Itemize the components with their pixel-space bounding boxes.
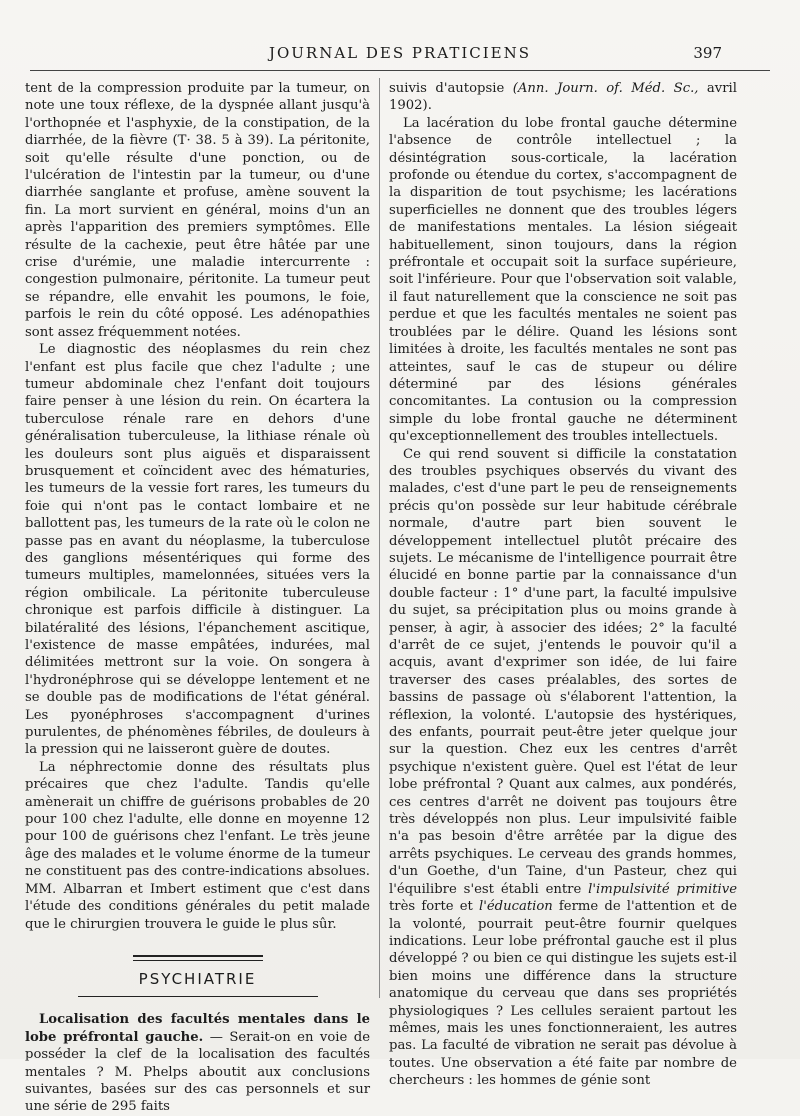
right-column <box>389 80 737 1090</box>
journal-title: JOURNAL DES PRATICIENS <box>268 44 532 62</box>
section-rule-top <box>133 955 263 961</box>
column-divider <box>379 78 380 998</box>
section-title: PSYCHIATRIE <box>138 969 257 988</box>
paragraph-continuation: tent de la compression produite par la tumeur, on note une toux réflexe, de la dyspnée allant jusqu'à l'orthopnée et l'asphyxie, de la constipation, de la diarrhée, de la fièvre (T· 38. 5 à 39). La péritonite, soit qu'elle résulte d'une ponction, ou de l'ulcération de l'intestin par la tumeur, ou d'une diarrhée sanglante et profuse, amène souvent la fin. La mort survient en général, moins d'un an après l'apparition des premiers symptômes. Elle résulte de la cachexie, peut être hâtée par une crise d'urémie, une maladie intercurrente : congestion pulmonaire, péritonite. La tumeur peut se répandre, elle envahit les poumons, le foie, parfois le rein du côté opposé. Les adénopathies sont assez fréquemment notées. <box>25 81 370 340</box>
page-number: 397 <box>693 44 722 62</box>
troubles-italic-1: l'impulsivité primitive <box>588 881 737 897</box>
left-column <box>25 80 370 1116</box>
troubles-text-1: Ce qui rend souvent si difficile la constatation des troubles psychiques observés du vivant des malades, c'est d'une part le peu de renseignements précis qu'on possède sur leur habitude cérébrale normale, d'autre part bien souvent le développement intellectuel plutôt précaire des sujets. Le mécanisme de l'intelligence pourrait être élucidé en bonne partie par la connaissance d'un double facteur : 1° d'une part, la faculté impulsive du sujet, sa précipitation plus ou moins grande à penser, à agir, à associer des idées; 2° la faculté d'arrêt de ce sujet, j'entends le pouvoir qu'il a acquis, avant d'exprimer son idée, de lui faire traverser des cases préalables, des sortes de bassins de passage où s'élaborent l'attention, la réflexion, la volonté. L'autopsie des hystériques, des enfants, pourrait peut-être jeter quelque jour sur la question. Chez eux les centres d'arrêt psychique n'existent guère. Quel est l'état de leur lobe préfrontal ? Quant aux calmes, aux pondérés, ces centres d'arrêt ne doivent pas toujours être très développés non plus. Leur impulsivité faible n'a pas besoin d'être arrêtée par la digue des arrêts psychiques. Le cerveau des grands hommes, d'un Goethe, d'un Taine, d'un Pasteur, chez qui l'équilibre s'est établi entre <box>389 446 737 897</box>
troubles-italic-2: l'éducation <box>478 899 553 915</box>
paragraph-nephrectomie: La néphrectomie donne des résultats plus précaires que chez l'adulte. Tandis qu'elle amènerait un chiffre de guérisons probables de 20 pour 100 chez l'adulte, elle donne en moyenne 12 pour 100 de guérisons chez l'enfant. Le très jeune âge des malades et le volume énorme de la tumeur ne constituent pas des contre-indications absolues. MM. Albarran et Imbert estiment que c'est dans l'étude des conditions générales du petit malade que le chirurgien trouvera le guide le plus sûr. <box>25 759 370 932</box>
paragraph-diagnostic: Le diagnostic des néoplasmes du rein chez l'enfant est plus facile que chez l'adulte ; une tumeur abdominale chez l'enfant doit toujours faire penser à une lésion du rein. On écartera la tuberculose rénale rare en dehors d'une généralisation tuberculeuse, la lithiase rénale où les douleurs sont plus aiguës et disparaissent brusquement et coïncident avec des hématuries, les tumeurs de la vessie fort rares, les tumeurs du foie qui n'ont pas le contact lombaire et ne ballottent pas, les tumeurs de la rate où le colon ne passe pas en avant du néoplasme, la tuberculose des ganglions mésentériques qui forme des tumeurs multiples, mamelonnées, situées vers la région ombilicale. La péritonite tuberculeuse chronique est parfois difficile à distinguer. La bilatéralité des lésions, l'épanchement ascitique, l'existence de masse empâtées, indurées, mal délimitées mettront sur la voie. On songera à l'hydronéphrose qui se développe lentement et ne se double pas de modifications de l'état général. Les pyonéphroses s'accompagnent d'urines purulentes, de phénomènes fébriles, de douleurs à la pression qui ne laisseront guère de doutes. <box>25 342 370 758</box>
citation-date: avril 1902). <box>389 81 737 114</box>
section-header <box>25 955 370 997</box>
article-title: Localisation des facultés mentales dans le lobe préfrontal gauche. <box>25 1012 370 1045</box>
running-head <box>30 44 770 66</box>
troubles-text-3: ferme de l'attention et de la volonté, pourrait peut-être fournir quelques indications. Leur lobe préfrontal gauche est il plus développé ? ou bien ce qui distingue les sujets est-il bien moins une différence dans la structure anatomique du cerveau que dans ses propriétés physiologiques ? Les cellules seraient partout les mêmes, mais les unes fonctionneraient, les autres pas. La faculté de vibration ne serait pas dévolue à toutes. Une observation a été faite par nombre de chercheurs : les hommes de génie sont <box>389 899 737 1089</box>
paragraph-citation <box>389 80 737 115</box>
troubles-text-2: très forte et <box>389 899 479 915</box>
paragraph-troubles <box>389 446 737 1090</box>
paragraph-laceration: La lacération du lobe frontal gauche détermine l'absence de contrôle intellectuel ; la désintégration sous-corticale, la lacération profonde ou étendue du cortex, s'accompagnent de la disparition de tout psychisme; les lacérations superficielles ne donnent que des troubles légers de manifestations mentales. La lésion siégeait habituellement, sinon toujours, dans la région préfrontale et occupait soit la surface supérieure, soit l'inférieure. Pour que l'observation soit valable, il faut naturellement que la conscience ne soit pas perdue et que les facultés mentales ne soient pas troublées par le délire. Quand les lésions sont limitées à droite, les facultés mentales ne sont pas atteintes, sauf le cas de stupeur ou délire déterminé par des lésions générales concomitantes. La contusion ou la compression simple du lobe frontal gauche ne déterminent qu'exceptionnellement des troubles intellectuels. <box>389 115 737 445</box>
article-intro <box>25 1011 370 1115</box>
section-rule-bottom <box>78 996 318 997</box>
header-rule <box>30 70 770 71</box>
citation-source: (Ann. Journ. of. Méd. Sc., <box>512 81 699 96</box>
citation-lead: suivis d'autopsie <box>389 81 513 96</box>
article-intro-text: — Serait-on en voie de posséder la clef de la localisation des facultés mentales ? M. Phelps aboutit aux conclusions suivantes, basées sur des cas personnels et sur une série de 295 faits <box>25 1029 371 1115</box>
